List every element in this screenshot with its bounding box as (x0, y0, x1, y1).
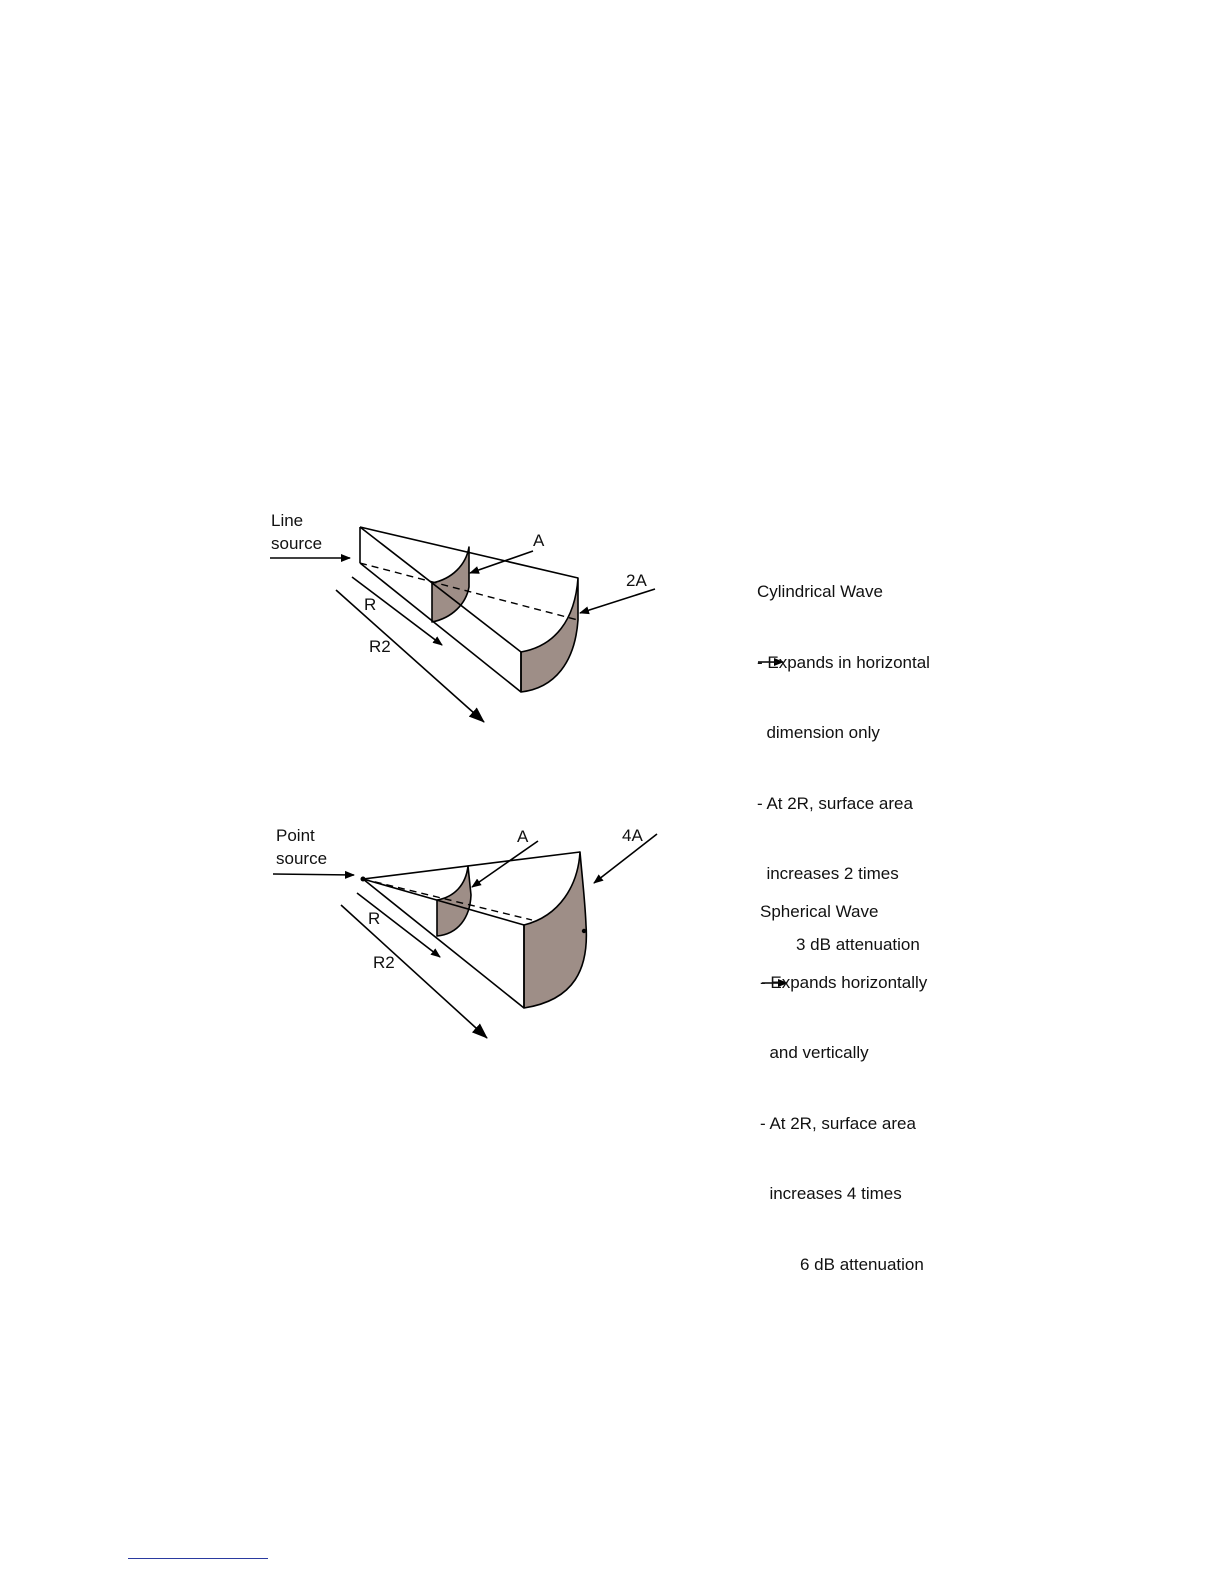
line-source-label-2: source (271, 534, 323, 553)
surface-2A-cylindrical (521, 578, 578, 692)
2A-pointer-arrow (580, 589, 655, 613)
spherical-line-1: - Expands horizontally (760, 972, 928, 992)
point-source-dot (361, 877, 366, 882)
spherical-line-4: increases 4 times (760, 1184, 902, 1203)
R-label-spherical: R (368, 909, 381, 928)
cylindrical-wave-figure (270, 511, 655, 722)
cylindrical-line-4: increases 2 times (757, 864, 899, 883)
cone-top-edge (363, 852, 580, 879)
4A-label: 4A (622, 826, 643, 845)
R2-label-spherical: R2 (373, 953, 395, 972)
R2-label: R2 (369, 637, 391, 656)
surface-4A-spherical (524, 852, 586, 1008)
A-label: A (533, 531, 545, 550)
R2-arrow-spherical (341, 905, 487, 1038)
cylindrical-line-2: dimension only (757, 723, 880, 742)
spherical-line-3: - At 2R, surface area (760, 1113, 916, 1133)
A-label-spherical: A (517, 827, 529, 846)
spherical-wave-figure (273, 826, 657, 1038)
R2-arrow (336, 590, 484, 722)
surface-marker-dot (582, 929, 586, 933)
surface-A-cylindrical (432, 547, 469, 622)
spherical-description (760, 853, 927, 1300)
cylindrical-result: 3 dB attenuation (796, 934, 920, 954)
spherical-title: Spherical Wave (760, 902, 879, 921)
spherical-result: 6 dB attenuation (800, 1254, 924, 1274)
line-source-label-1: Line (271, 511, 304, 530)
point-source-label-1: Point (276, 826, 315, 845)
2A-label: 2A (626, 571, 647, 590)
point-source-label-2: source (276, 849, 328, 868)
point-source-arrow (273, 874, 354, 875)
cylindrical-line-3: - At 2R, surface area (757, 793, 913, 813)
footnote-rule (128, 1558, 268, 1559)
R-label: R (364, 595, 377, 614)
cylindrical-line-1: - Expands in horizontal (757, 652, 930, 672)
cylindrical-title: Cylindrical Wave (757, 582, 883, 601)
spherical-line-2: and vertically (760, 1043, 869, 1062)
